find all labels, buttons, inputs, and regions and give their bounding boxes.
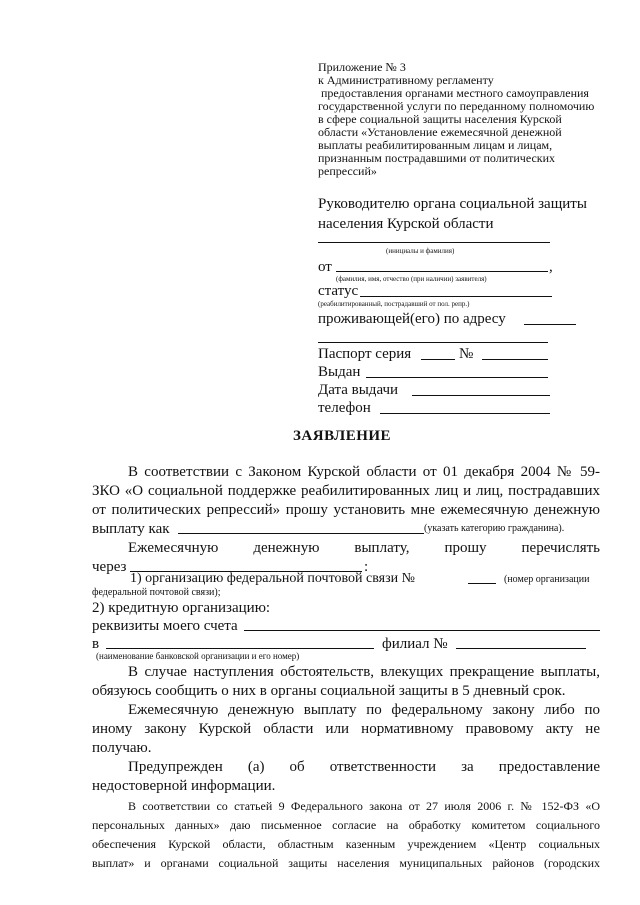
post-office-hint-2: федеральной почтовой связи); [92, 587, 221, 598]
body-line: В соответствии с Законом Курской области от 01 декабря 2004 № 59- [128, 464, 600, 480]
issue-date-field[interactable] [412, 395, 550, 396]
appendix-line: выплаты реабилитированным лицам и лицам, [318, 138, 553, 152]
passport-number-field[interactable] [482, 359, 548, 360]
address-field-2[interactable] [318, 342, 548, 343]
status-field[interactable] [360, 296, 552, 297]
caption-bank: (наименование банковской организации и его номер) [96, 651, 300, 661]
body-line: через [92, 559, 127, 575]
body-line: выплат» и органами социальной защиты населения муниципальных районов (городских [92, 856, 600, 870]
body-line: обязуюсь сообщить о них в органы социальной защиты в 5 дневный срок. [92, 683, 566, 699]
account-label: реквизиты моего счета [92, 618, 238, 634]
body-line: обеспечения Курской области, областным казенным учреждением «Центр социальных [92, 837, 600, 851]
appendix-line: области «Установление ежемесячной денежной [318, 125, 562, 139]
body-line: Предупрежден (а) об ответственности за предоставление [128, 759, 600, 775]
appendix-line: репрессий» [318, 164, 377, 178]
from-comma: , [549, 259, 553, 275]
appendix-line: государственной услуги по переданному полномочию [318, 99, 595, 113]
body-line: Ежемесячную денежную выплату, прошу перечислять [128, 540, 600, 556]
branch-label: филиал № [382, 636, 448, 652]
issued-field[interactable] [366, 377, 548, 378]
post-office-hint: (номер организации [504, 574, 590, 585]
phone-field[interactable] [380, 413, 550, 414]
body-line: ЗКО «О социальной поддержке реабилитированных лиц и лиц, пострадавших [92, 483, 600, 499]
initials-field[interactable] [318, 242, 550, 243]
phone-label: телефон [318, 400, 371, 416]
address-label: проживающей(его) по адресу [318, 311, 506, 327]
option-credit: 2) кредитную организацию: [92, 600, 271, 616]
passport-label: Паспорт серия [318, 346, 412, 362]
category-hint: (указать категорию гражданина). [424, 523, 565, 534]
body-line: В случае наступления обстоятельств, влекущих прекращение выплаты, [128, 664, 600, 680]
bank-field[interactable] [106, 648, 374, 649]
body-line: Ежемесячную денежную выплату по федеральному закону либо по [128, 702, 600, 718]
body-line: выплату как [92, 521, 170, 537]
body-line: получаю. [92, 740, 152, 756]
applicant-field[interactable] [336, 271, 548, 272]
caption-status: (реабилитированный, пострадавший от пол. репр.) [318, 300, 470, 308]
post-office-number-field[interactable] [468, 583, 496, 584]
body-line: В соответствии со статьей 9 Федерального закона от 27 июля 2006 г. № 152-ФЗ «О [128, 799, 600, 813]
address-field[interactable] [524, 324, 576, 325]
body-colon: : [364, 559, 369, 575]
appendix-line: признанным пострадавшими от политических [318, 151, 556, 165]
body-line: иному закону Курской области или нормативному правовому акту не [92, 721, 600, 737]
appendix-line: в сфере социальной защиты населения Курской [318, 112, 562, 126]
body-line: от политических репрессий» прошу установить мне ежемесячную денежную [92, 502, 600, 518]
document-title: ЗАЯВЛЕНИЕ [293, 428, 392, 444]
caption-applicant: (фамилия, имя, отчество (при наличии) заявителя) [336, 275, 487, 283]
appendix-line: к Административному регламенту [318, 73, 494, 87]
account-field[interactable] [244, 630, 600, 631]
option-post: 1) организацию федеральной почтовой связи № [130, 571, 415, 586]
passport-number-sign: № [459, 346, 474, 362]
from-label: от [318, 259, 332, 275]
body-line: недостоверной информации. [92, 778, 276, 794]
addressee-line: Руководителю органа социальной защиты [318, 196, 587, 212]
appendix-line: Приложение № 3 [318, 60, 406, 74]
appendix-line: предоставления органами местного самоуправления [318, 86, 589, 100]
issue-date-label: Дата выдачи [318, 382, 399, 398]
category-field[interactable] [178, 533, 424, 534]
caption-initials: (инициалы и фамилия) [386, 247, 455, 255]
issued-label: Выдан [318, 364, 361, 380]
body-line: персональных данных» даю письменное согласие на обработку комитетом социального [92, 818, 600, 832]
bank-in-label: в [92, 636, 100, 652]
branch-field[interactable] [456, 648, 586, 649]
status-label: статус [318, 283, 359, 299]
passport-series-field[interactable] [421, 359, 455, 360]
addressee-line: населения Курской области [318, 216, 494, 232]
